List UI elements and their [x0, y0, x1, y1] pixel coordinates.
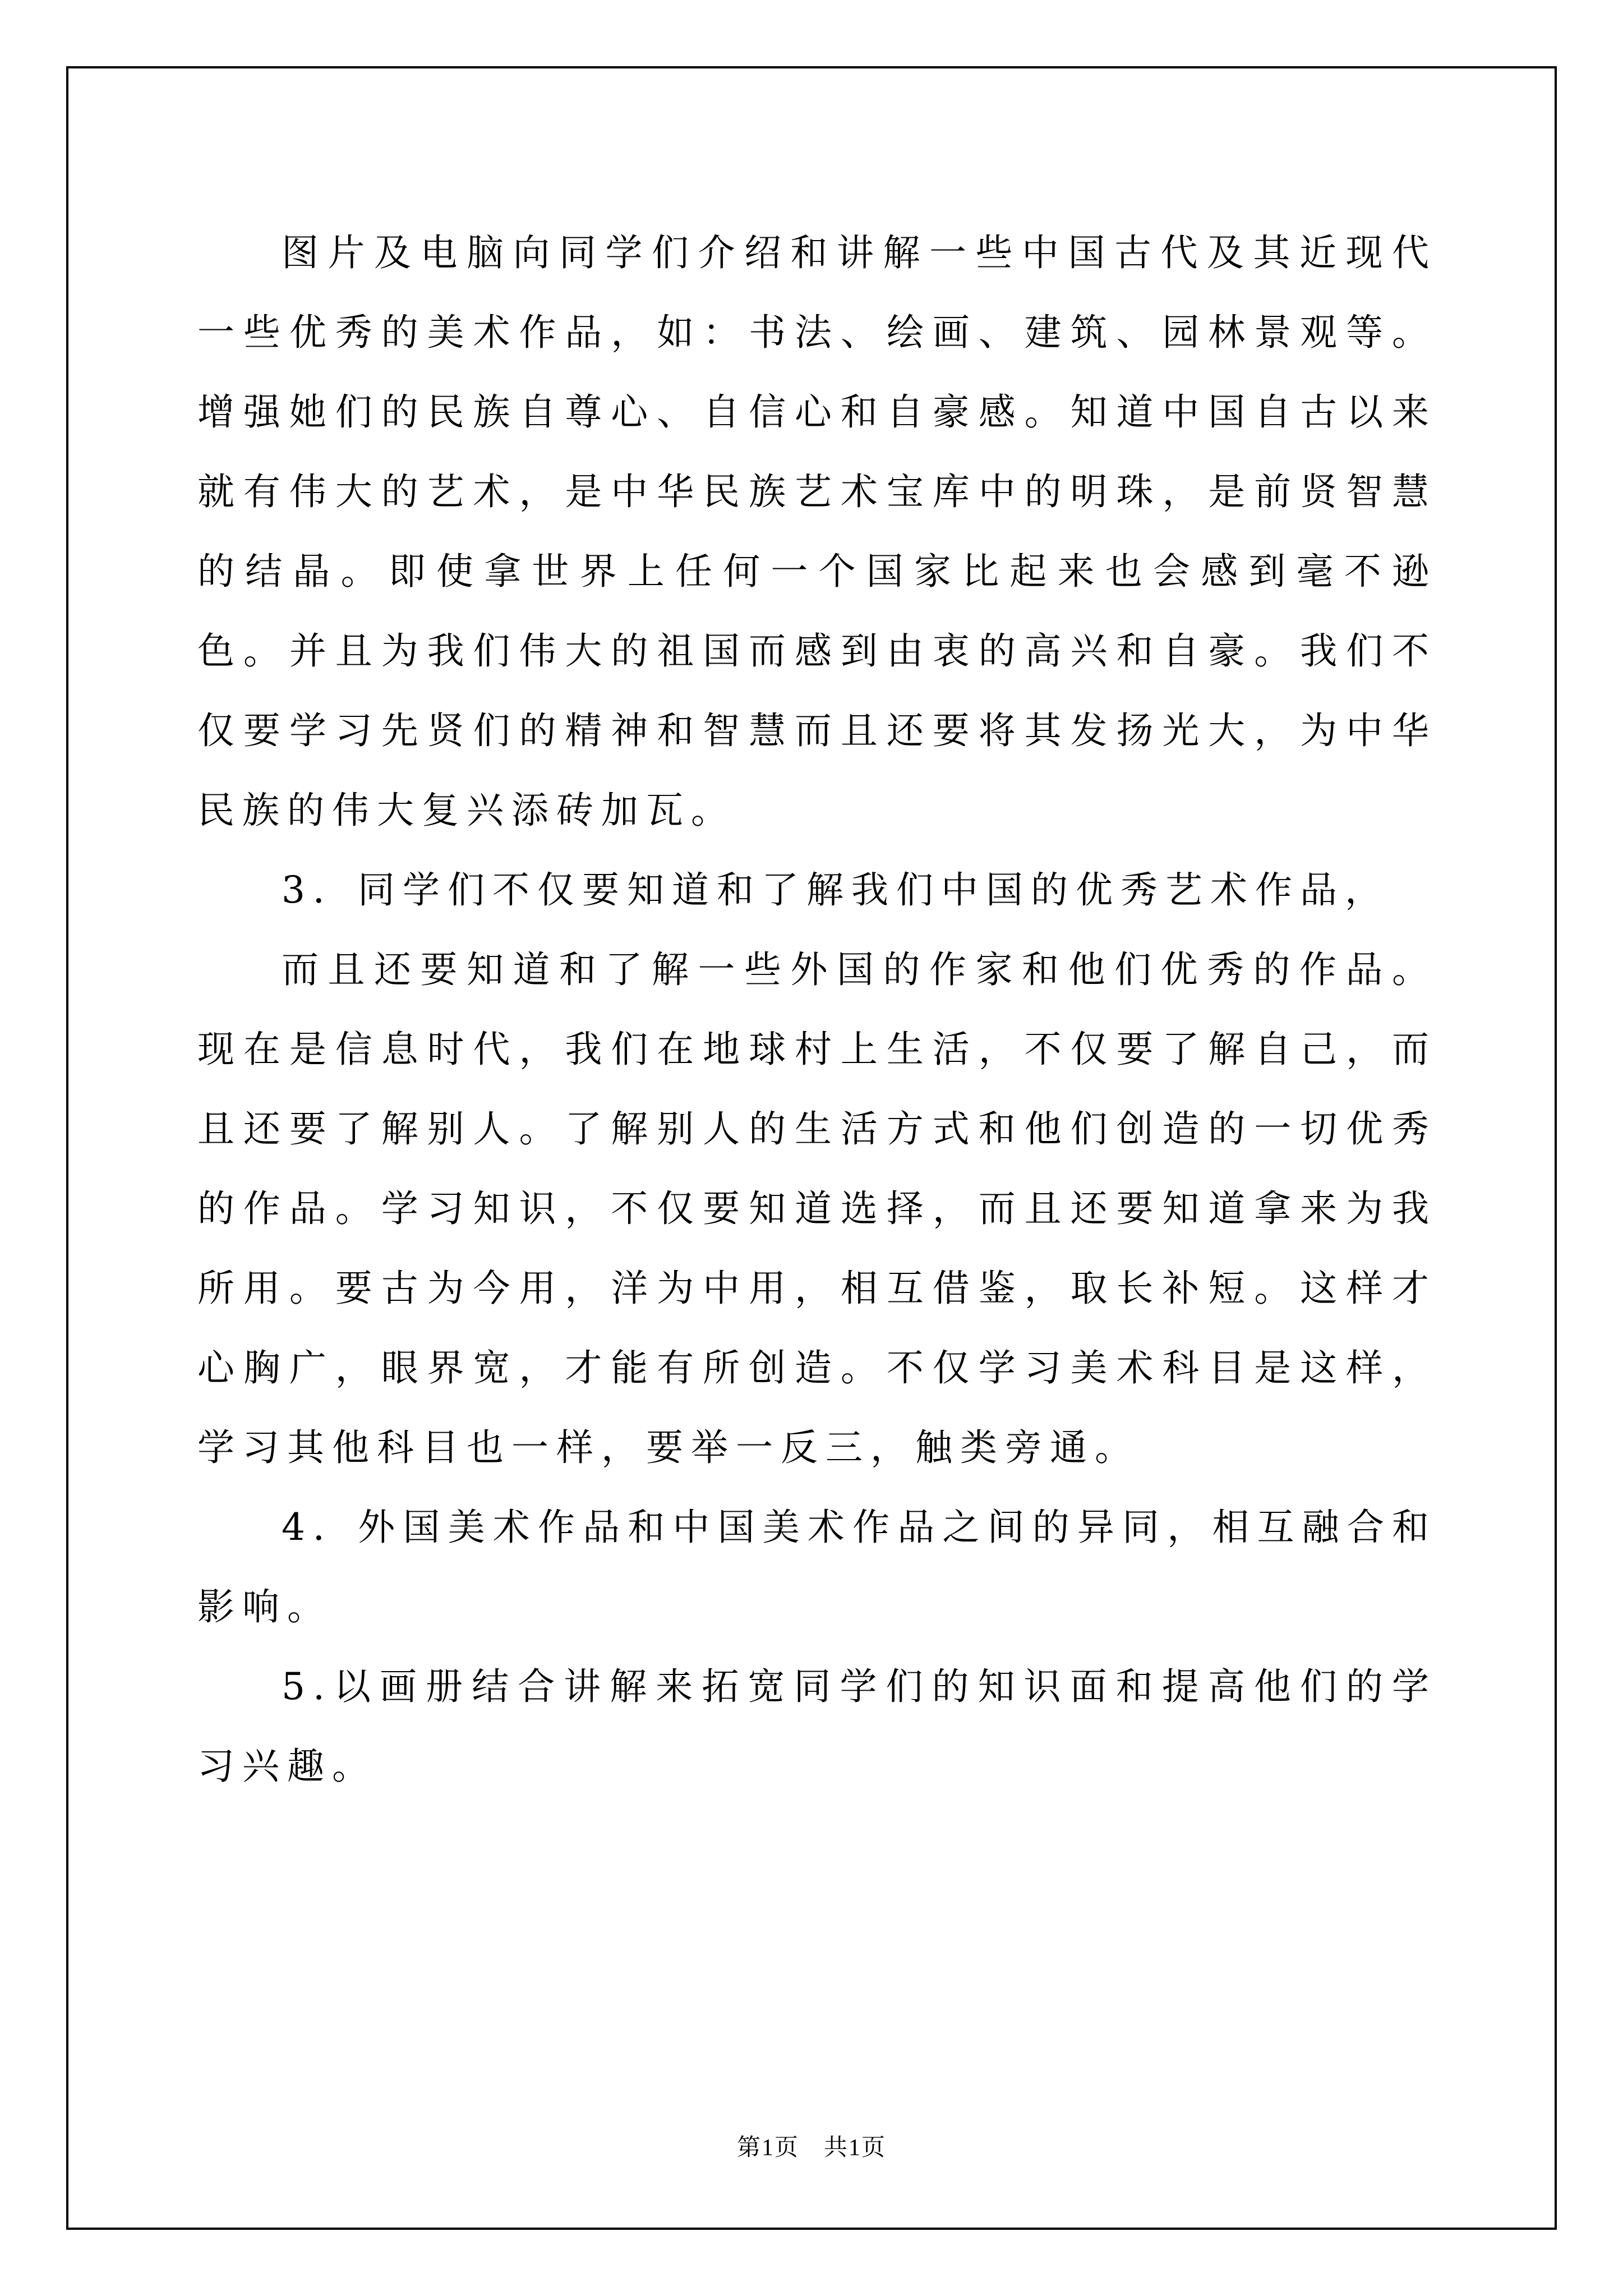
document-body [197, 213, 1437, 1806]
paragraph-item-5: 5.以画册结合讲解来拓宽同学们的知识面和提高他们的学习兴趣。 [197, 1665, 1437, 1788]
paragraph-intro: 图片及电脑向同学们介绍和讲解一些中国古代及其近现代一些优秀的美术作品，如：书法、绘画、建筑、园林景观等。增强她们的民族自尊心、自信心和自豪感。知道中国自古以来就有伟大的艺术，是中华民族艺术宝库中的明珠，是前贤智慧的结晶。即使拿世界上任何一个国家比起来也会感到毫不逊色。并且为我们伟大的祖国而感到由衷的高兴和自豪。我们不仅要学习先贤们的精神和智慧而且还要将其发扬光大，为中华民族的伟大复兴添砖加瓦。 [197, 231, 1437, 832]
paragraph-item-4: 4．外国美术作品和中国美术作品之间的异同，相互融合和影响。 [197, 1506, 1437, 1628]
paragraph-item-3: 3．同学们不仅要知道和了解我们中国的优秀艺术作品， [282, 868, 1390, 912]
page-number-footer: 第1页 共1页 [736, 2135, 886, 2161]
paragraph-foreign-works: 而且还要知道和了解一些外国的作家和他们优秀的作品。现在是信息时代，我们在地球村上生活，不仅要了解自己，而且还要了解别人。了解别人的生活方式和他们创造的一切优秀的作品。学习知识，不仅要知道选择，而且还要知道拿来为我所用。要古为今用，洋为中用，相互借鉴，取长补短。这样才心胸广，眼界宽，才能有所创造。不仅学习美术科目是这样，学习其他科目也一样，要举一反三，触类旁通。 [197, 948, 1437, 1469]
